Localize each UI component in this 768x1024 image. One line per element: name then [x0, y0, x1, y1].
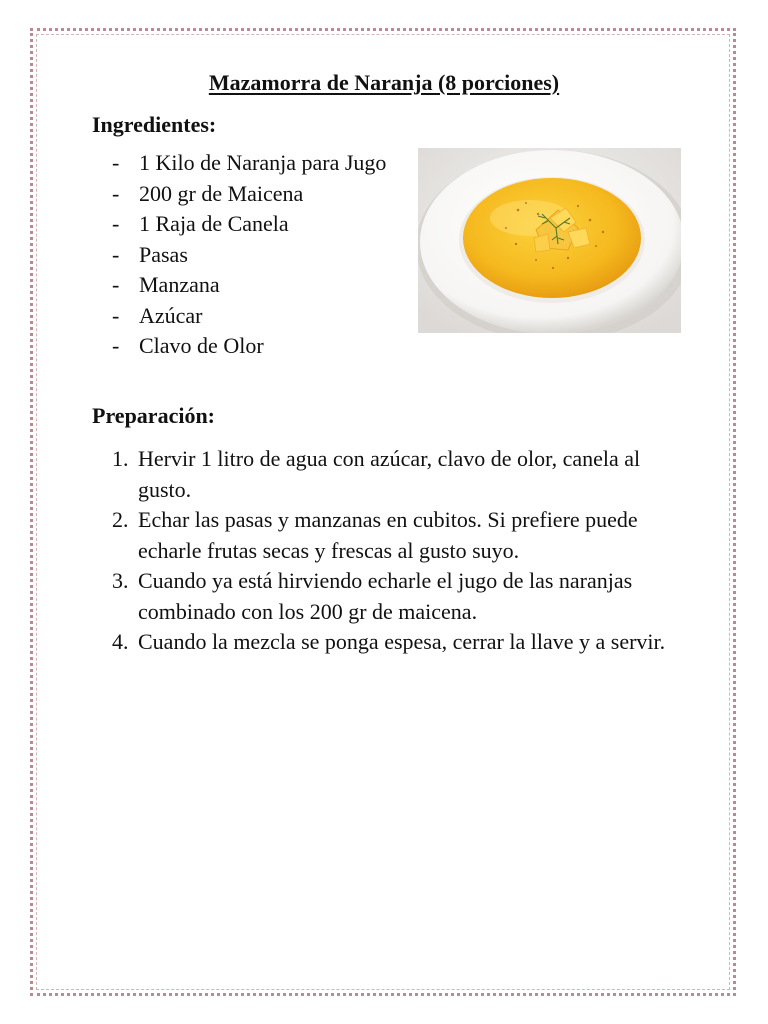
soup-illustration [418, 148, 681, 333]
list-item [112, 148, 392, 179]
step-number: 3. [112, 568, 129, 593]
ingredients-heading: Ingredientes: [92, 112, 217, 137]
step-text: Hervir 1 litro de agua con azúcar, clavo de olor, canela al gusto. [138, 446, 641, 502]
ingredients-list [112, 148, 392, 362]
bullet-dash: - [112, 150, 120, 175]
ingredient-text: 1 Raja de Canela [139, 211, 289, 236]
list-item [112, 301, 392, 332]
ingredient-text: Manzana [139, 272, 220, 297]
list-item [112, 331, 392, 362]
list-item [112, 566, 697, 627]
list-item [112, 270, 392, 301]
list-item [112, 240, 392, 271]
bullet-dash: - [112, 180, 120, 206]
list-item [112, 444, 697, 505]
list-item [112, 627, 697, 658]
step-text: Cuando la mezcla se ponga espesa, cerrar la llave y a servir. [138, 629, 666, 654]
list-item [112, 179, 392, 210]
step-number: 2. [112, 507, 129, 532]
ingredient-text: 200 gr de Maicena [139, 180, 304, 206]
bullet-dash: - [112, 211, 120, 236]
orange-soup-bowl-icon [418, 148, 681, 333]
bullet-dash: - [112, 272, 120, 297]
preparation-heading: Preparación: [92, 403, 216, 428]
list-item [112, 209, 392, 240]
step-text: Echar las pasas y manzanas en cubitos. Si prefiere puede echarle frutas secas y frescas al gusto suyo. [138, 507, 638, 563]
bullet-dash: - [112, 302, 120, 328]
bullet-dash: - [112, 241, 120, 267]
step-number: 4. [112, 629, 129, 654]
list-item [112, 505, 697, 566]
ingredient-text: 1 Kilo de Naranja para Jugo [139, 150, 387, 175]
ingredient-text: Azúcar [139, 302, 203, 328]
recipe-title: Mazamorra de Naranja (8 porciones) [208, 70, 560, 95]
ingredient-text: Pasas [139, 241, 188, 267]
steps-list [112, 444, 697, 658]
ingredient-text: Clavo de Olor [139, 333, 264, 358]
bullet-dash: - [112, 333, 120, 358]
step-number: 1. [112, 446, 129, 471]
step-text: Cuando ya está hirviendo echarle el jugo de las naranjas combinado con los 200 gr de maicena. [138, 568, 633, 624]
